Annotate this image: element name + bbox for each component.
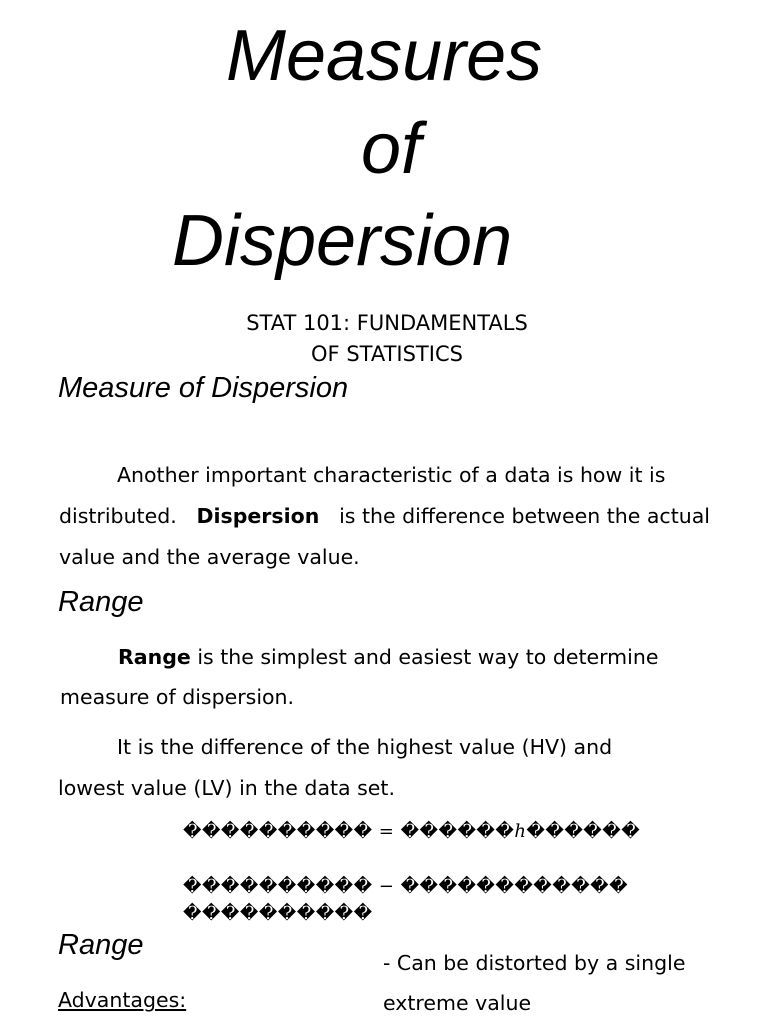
title-line-2: of bbox=[361, 109, 422, 189]
range-formula-line-2: ���������� − ������������ bbox=[183, 876, 629, 897]
range-paragraph-line-2: measure of dispersion. bbox=[60, 685, 295, 709]
advantages-label: Advantages: bbox=[58, 988, 187, 1012]
dispersion-paragraph-line-1: Another important characteristic of a data is how it is bbox=[117, 463, 666, 487]
section-heading-measure-of-dispersion: Measure of Dispersion bbox=[58, 372, 349, 404]
disadvantage-line-2: extreme value bbox=[383, 991, 532, 1015]
title-line-3: Dispersion bbox=[172, 201, 513, 281]
text-distributed: distributed. bbox=[59, 504, 177, 528]
text-definition: is the difference between the actual bbox=[339, 504, 710, 528]
dispersion-paragraph-line-3: value and the average value. bbox=[59, 545, 360, 569]
subtitle-line-2: OF STATISTICS bbox=[311, 342, 463, 366]
title-line-1: Measures bbox=[226, 16, 543, 96]
range-paragraph-line-1 bbox=[118, 637, 658, 678]
range-difference-line-1: It is the difference of the highest value (HV) and bbox=[117, 735, 613, 759]
disadvantage-line-1: - Can be distorted by a single bbox=[383, 951, 686, 975]
range-formula-line-1: ���������� = ������ℎ������ bbox=[183, 821, 641, 842]
dispersion-paragraph-line-2 bbox=[59, 496, 710, 537]
section-heading-range: Range bbox=[58, 586, 144, 618]
range-difference-line-2: lowest value (LV) in the data set. bbox=[58, 776, 395, 800]
subtitle-line-1: STAT 101: FUNDAMENTALS bbox=[246, 311, 528, 335]
term-dispersion: Dispersion bbox=[196, 504, 320, 528]
range-definition-text: is the simplest and easiest way to determine bbox=[197, 645, 659, 669]
term-range: Range bbox=[118, 645, 191, 669]
range-formula-line-3: ���������� bbox=[183, 903, 373, 924]
section-heading-range-2: Range bbox=[58, 929, 144, 961]
